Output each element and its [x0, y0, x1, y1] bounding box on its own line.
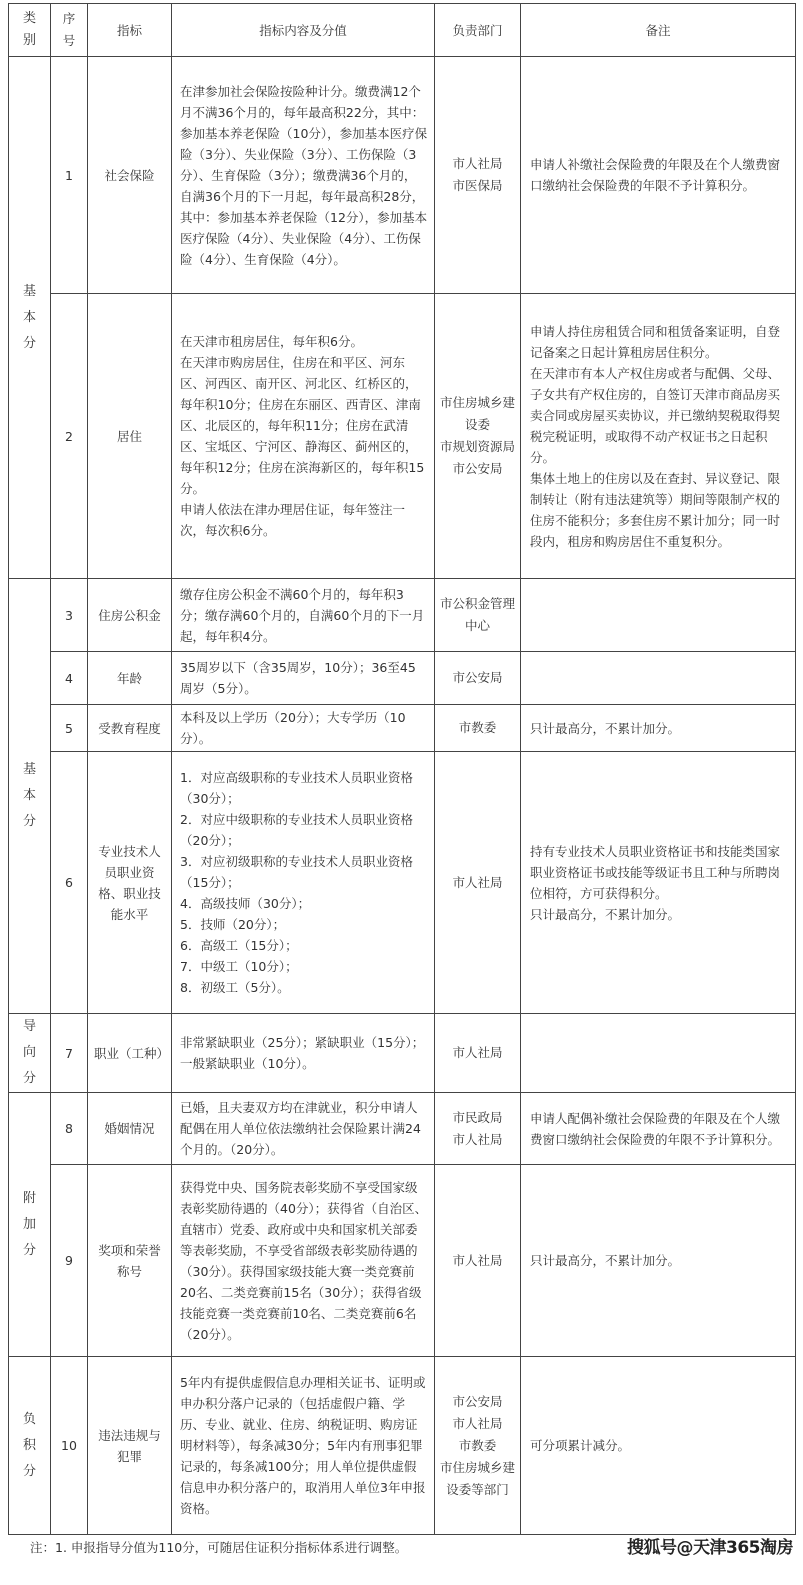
- content-paragraph: 在天津市租房居住，每年积6分。: [180, 334, 363, 349]
- dept-name: 市公安局: [452, 461, 503, 476]
- dept-cell: [435, 1093, 521, 1165]
- dept-name: 市人社局: [452, 1252, 503, 1268]
- index-cell: 9: [51, 1165, 88, 1357]
- indicator-cell: 专业技术人员职业资格、职业技能水平: [88, 752, 172, 1014]
- indicator-cell: 职业（工种）: [88, 1014, 172, 1093]
- header-indicator: 指标: [88, 4, 172, 57]
- content-paragraph: 8．初级工（5分）。: [180, 980, 290, 995]
- dept-name: 市人社局: [452, 156, 503, 171]
- content-paragraph: 非常紧缺职业（25分）；紧缺职业（15分）；一般紧缺职业（10分）。: [180, 1035, 425, 1071]
- dept-cell: [435, 1014, 521, 1093]
- footnote: 注：1. 申报指导分值为110分，可随居住证积分指标体系进行调整。: [30, 1540, 408, 1555]
- index-cell: 1: [51, 57, 88, 294]
- dept-cell: [435, 579, 521, 652]
- dept-name: 市公积金管理中心: [439, 596, 515, 633]
- dept-name: 市住房城乡建设委等部门: [439, 1459, 515, 1497]
- header-note: 备注: [521, 4, 796, 57]
- dept-cell: [435, 1357, 521, 1535]
- dept-name: 市教委: [458, 720, 497, 735]
- header-category: 类别: [9, 4, 51, 57]
- dept-cell: [435, 1165, 521, 1357]
- table-row: [9, 1093, 796, 1165]
- header-dept: 负责部门: [435, 4, 521, 57]
- note-paragraph: 在天津市有本人产权住房或者与配偶、父母、子女共有产权住房的，自签订天津市商品房买卖合同或房屋买卖协议，并已缴纳契税取得契税完税证明，或取得不动产权证书之日起积分。: [530, 365, 781, 465]
- table-row: [9, 57, 796, 294]
- table-row: [9, 1165, 796, 1357]
- category-cell: 负积分: [9, 1357, 51, 1535]
- content-cell: [172, 579, 435, 652]
- content-cell: [172, 294, 435, 579]
- content-paragraph: 本科及以上学历（20分）；大专学历（10分）。: [180, 710, 406, 746]
- note-paragraph: 申请人补缴社会保险费的年限及在个人缴费窗口缴纳社会保险费的年限不予计算积分。: [530, 157, 781, 193]
- category-cell: 导向分: [9, 1014, 51, 1093]
- dept-cell: [435, 705, 521, 752]
- indicator-cell: 受教育程度: [88, 705, 172, 752]
- index-cell: 10: [51, 1357, 88, 1535]
- dept-name: 市医保局: [452, 178, 503, 193]
- category-cell: 附加分: [9, 1093, 51, 1357]
- note-cell: [521, 579, 796, 652]
- table-body: [9, 57, 796, 1535]
- note-paragraph: 可分项累计减分。: [530, 1438, 631, 1453]
- dept-name: 市人社局: [452, 1045, 503, 1060]
- dept-name: 市公安局: [452, 1393, 503, 1409]
- category-cell: 基本分: [9, 579, 51, 1014]
- indicator-cell: 住房公积金: [88, 579, 172, 652]
- dept-name: 市规划资源局: [439, 439, 515, 454]
- content-cell: [172, 705, 435, 752]
- dept-name: 市住房城乡建设委: [439, 395, 515, 432]
- content-cell: [172, 57, 435, 294]
- note-cell: [521, 294, 796, 579]
- indicator-cell: 违法违规与犯罪: [88, 1357, 172, 1535]
- header-index: 序号: [51, 4, 88, 57]
- note-cell: [521, 1093, 796, 1165]
- table-row: [9, 294, 796, 579]
- note-paragraph: 只计最高分，不累计加分。: [530, 720, 681, 736]
- header-content: 指标内容及分值: [172, 4, 435, 57]
- note-paragraph: 申请人持住房租赁合同和租赁备案证明，自登记备案之日起计算租房居住积分。: [530, 323, 781, 360]
- note-cell: [521, 1357, 796, 1535]
- index-cell: 3: [51, 579, 88, 652]
- index-cell: 5: [51, 705, 88, 752]
- index-cell: 6: [51, 752, 88, 1014]
- note-paragraph: 只计最高分，不累计加分。: [530, 1253, 681, 1268]
- points-table: [8, 3, 796, 1535]
- content-paragraph: 已婚，且夫妻双方均在津就业，积分申请人配偶在用人单位依法缴纳社会保险累计满24个月的。（20分）。: [180, 1100, 421, 1157]
- content-paragraph: 申请人依法在津办理居住证，每年签注一次，每次积6分。: [180, 502, 406, 538]
- dept-name: 市民政局: [452, 1109, 503, 1125]
- content-paragraph: 在天津市购房居住，住房在和平区、河东区、河西区、南开区、河北区、红桥区的，每年积10分；住房在东丽区、西青区、津南区、北辰区的，每年积11分；住房在武清区、宝坻区、宁河区、静海区、蓟州区的，每年积12分；住房在滨海新区的，每年积15分。: [180, 355, 425, 496]
- dept-cell: [435, 752, 521, 1014]
- dept-cell: [435, 57, 521, 294]
- note-paragraph: 只计最高分，不累计加分。: [530, 906, 681, 922]
- content-paragraph: 35周岁以下（含35周岁，10分）；36至45周岁（5分）。: [180, 660, 416, 696]
- table-row: [9, 1014, 796, 1093]
- indicator-cell: 年龄: [88, 652, 172, 705]
- index-cell: 7: [51, 1014, 88, 1093]
- content-paragraph: 6．高级工（15分）；: [180, 938, 298, 953]
- watermark: 搜狐号@天津365淘房: [627, 1538, 793, 1558]
- note-cell: [521, 1014, 796, 1093]
- content-paragraph: 4．高级技师（30分）；: [180, 896, 311, 911]
- table-row: [9, 752, 796, 1014]
- content-paragraph: 缴存住房公积金不满60个月的，每年积3分；缴存满60个月的，自满60个月的下一月起，每年积4分。: [180, 586, 425, 644]
- content-cell: [172, 1014, 435, 1093]
- dept-name: 市人社局: [452, 874, 503, 890]
- content-cell: [172, 652, 435, 705]
- content-paragraph: 3．对应初级职称的专业技术人员职业资格（15分）；: [180, 854, 413, 890]
- dept-name: 市教委: [458, 1437, 497, 1453]
- note-paragraph: 持有专业技术人员职业资格证书和技能类国家职业资格证书或技能等级证书且工种与所聘岗位相符，方可获得积分。: [530, 843, 781, 901]
- note-cell: [521, 1165, 796, 1357]
- index-cell: 4: [51, 652, 88, 705]
- note-paragraph: 申请人配偶补缴社会保险费的年限及在个人缴费窗口缴纳社会保险费的年限不予计算积分。: [530, 1110, 781, 1147]
- content-paragraph: 5．技师（20分）；: [180, 917, 286, 932]
- content-cell: [172, 1093, 435, 1165]
- content-paragraph: 5年内有提供虚假信息办理相关证书、证明或申办积分落户记录的（包括虚假户籍、学历、专业、就业、住房、纳税证明、购房证明材料等），每条减30分；5年内有刑事犯罪记录的，每条减100分；用人单位提供虚假信息申办积分落户的，取消用人单位3年申报资格。: [180, 1375, 426, 1516]
- indicator-cell: 社会保险: [88, 57, 172, 294]
- content-paragraph: 1．对应高级职称的专业技术人员职业资格（30分）；: [180, 770, 413, 806]
- content-cell: [172, 1357, 435, 1535]
- indicator-cell: 奖项和荣誉称号: [88, 1165, 172, 1357]
- table-row: [9, 1357, 796, 1535]
- content-cell: [172, 752, 435, 1014]
- header-row: [9, 4, 796, 57]
- indicator-cell: 婚姻情况: [88, 1093, 172, 1165]
- table-row: [9, 705, 796, 752]
- table-row: [9, 652, 796, 705]
- note-cell: [521, 752, 796, 1014]
- dept-cell: [435, 294, 521, 579]
- content-paragraph: 获得党中央、国务院表彰奖励不享受国家级表彰奖励待遇的（40分）；获得省（自治区、直辖市）党委、政府或中央和国家机关部委等表彰奖励，不享受省部级表彰奖励待遇的（30分）。获得国家级技能大赛一类竞赛前20名、二类竞赛前15名（30分）；获得省级技能竞赛一类竞赛前10名、二类竞赛前6名（20分）。: [180, 1179, 428, 1342]
- dept-name: 市公安局: [452, 670, 503, 685]
- dept-name: 市人社局: [452, 1415, 503, 1431]
- content-paragraph: 2．对应中级职称的专业技术人员职业资格（20分）；: [180, 812, 413, 848]
- note-cell: [521, 652, 796, 705]
- table-row: [9, 579, 796, 652]
- content-paragraph: 在津参加社会保险按险种计分。缴费满12个月不满36个月的，每年最高积22分，其中：参加基本养老保险（10分），参加基本医疗保险（3分）、失业保险（3分）、工伤保险（3分）、生育保险（3分）；缴费满36个月的，自满36个月的下一月起，每年最高积28分，其中：参加基本养老保险（12分），参加基本医疗保险（4分）、失业保险（4分）、工伤保险（4分）、生育保险（4分）。: [180, 83, 428, 267]
- content-paragraph: 7．中级工（10分）；: [180, 959, 298, 974]
- note-cell: [521, 705, 796, 752]
- dept-name: 市人社局: [452, 1131, 503, 1147]
- content-cell: [172, 1165, 435, 1357]
- category-cell: 基本分: [9, 57, 51, 579]
- index-cell: 8: [51, 1093, 88, 1165]
- index-cell: 2: [51, 294, 88, 579]
- indicator-cell: 居住: [88, 294, 172, 579]
- note-paragraph: 集体土地上的住房以及在查封、异议登记、限制转让（附有违法建筑等）期间等限制产权的住房不能积分；多套住房不累计加分；同一时段内，租房和购房居住不重复积分。: [530, 470, 781, 549]
- note-cell: [521, 57, 796, 294]
- dept-cell: [435, 652, 521, 705]
